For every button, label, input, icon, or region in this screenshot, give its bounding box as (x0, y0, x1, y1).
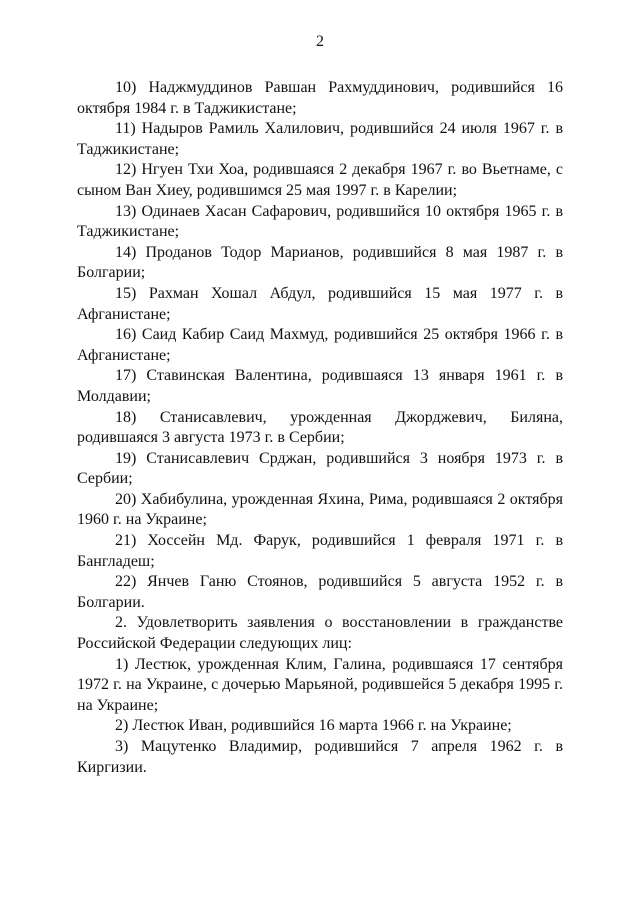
document-body (77, 78, 563, 778)
list-item: 12) Нгуен Тхи Хоа, родившаяся 2 декабря 1967 г. во Вьетнаме, с сыном Ван Хиеу, родившимся 25 мая 1997 г. в Карелии; (77, 161, 563, 199)
section-paragraph: 2. Удовлетворить заявления о восстановлении в гражданстве Российской Федерации следующих лиц: (77, 614, 563, 653)
list-item: 18) Станисавлевич, урожденная Джорджевич, Биляна, родившаяся 3 августа 1973 г. в Сербии; (77, 408, 563, 447)
list-item: 22) Янчев Ганю Стоянов, родившийся 5 августа 1952 г. в Болгарии. (77, 573, 563, 611)
list-item: 1) Лестюк, урожденная Клим, Галина, родившаяся 17 сентября 1972 г. на Украине, с дочерью Марьяной, родившейся 5 декабря 1995 г. на Украине; (77, 655, 563, 714)
list-item: 20) Хабибулина, урожденная Яхина, Рима, родившаяся 2 октября 1960 г. на Украине; (77, 490, 563, 529)
list-item: 13) Одинаев Хасан Сафарович, родившийся 10 октября 1965 г. в Таджикистане; (77, 202, 563, 241)
page-number: 2 (316, 33, 324, 50)
list-item: 19) Станисавлевич Срджан, родившийся 3 ноября 1973 г. в Сербии; (77, 449, 563, 488)
list-item: 21) Хоссейн Мд. Фарук, родившийся 1 февраля 1971 г. в Бангладеш; (77, 532, 563, 570)
list-item: 16) Саид Кабир Саид Махмуд, родившийся 25 октября 1966 г. в Афганистане; (77, 326, 563, 364)
list-item: 15) Рахман Хошал Абдул, родившийся 15 мая 1977 г. в Афганистане; (77, 284, 563, 323)
list-item: 10) Наджмуддинов Равшан Рахмуддинович, родившийся 16 октября 1984 г. в Таджикистане; (77, 79, 563, 117)
list-item: 2) Лестюк Иван, родившийся 16 марта 1966 г. на Украине; (115, 717, 512, 735)
list-item: 11) Надыров Рамиль Халилович, родившийся 24 июля 1967 г. в Таджикистане; (77, 120, 563, 158)
list-item: 14) Проданов Тодор Марианов, родившийся 8 мая 1987 г. в Болгарии; (77, 243, 563, 282)
list-item: 17) Ставинская Валентина, родившаяся 13 января 1961 г. в Молдавии; (77, 367, 563, 405)
list-item: 3) Мацутенко Владимир, родившийся 7 апреля 1962 г. в Киргизии. (77, 738, 563, 776)
